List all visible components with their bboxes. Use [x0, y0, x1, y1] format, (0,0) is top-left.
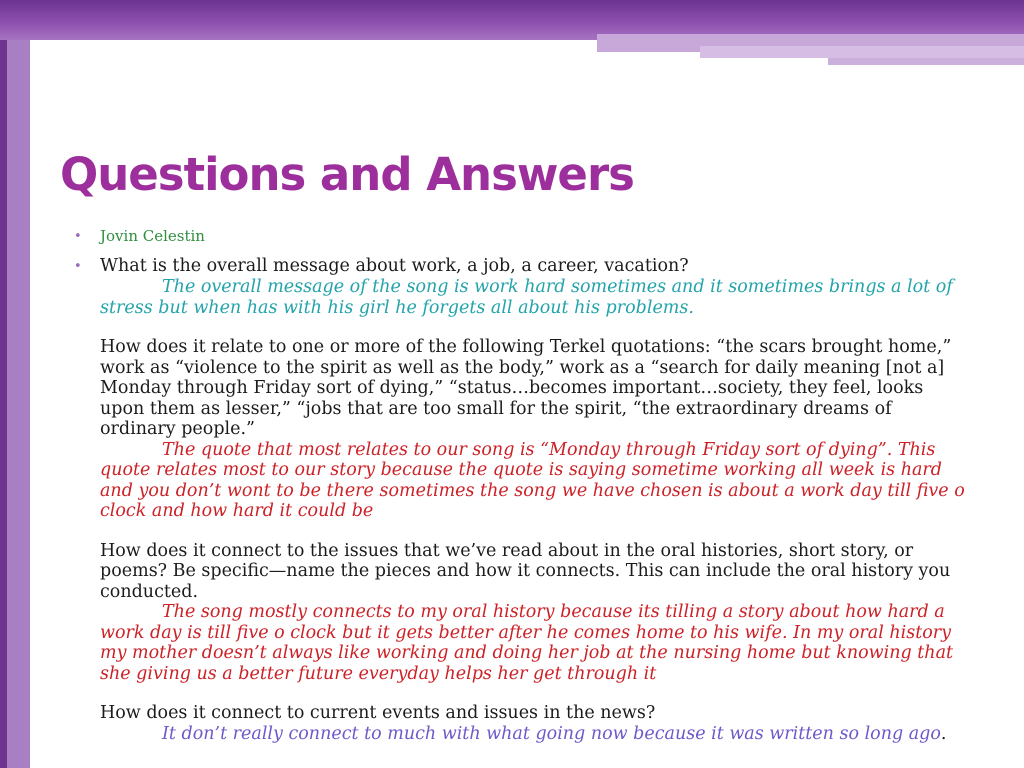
question-1-line	[74, 255, 968, 277]
question-3-text: How does it connect to the issues that we’ve read about in the oral histories, short story, or poems? Be specific—name the pieces and how it connects. This can include the oral history you conducted.	[100, 540, 951, 602]
answer-2-text: The quote that most relates to our song is “Monday through Friday sort of dying”. This quote relates most to our story because the quote is saying sometime working all week is hard and you don’t wont to be there sometimes the song we have chosen is about a work day till five o clock and how hard it could be	[100, 439, 965, 521]
slide-title: Questions and Answers	[60, 148, 634, 201]
top-overlay-stripe-2	[700, 46, 1024, 58]
answer-3-text: The song mostly connects to my oral history because its tilling a story about how hard a work day is till five o clock but it gets better after he comes home to his wife. In my oral history my mother doesn’t always like working and doing her job at the nursing home but knowing that she giving us a better future everyday helps her get through it	[100, 602, 954, 684]
bullet-icon: •	[74, 229, 82, 244]
question-2-text: How does it relate to one or more of the following Terkel quotations: “the scars brought home,” work as “violence to the spirit as well as the body,” work as a “search for daily meaning [not a] Monday through Friday sort of dying,” “status…becomes important…society, they feel, looks upon them as lesser,” “jobs that are too small for the spirit, “the extraordinary dreams of ordinary people.”	[100, 337, 952, 439]
slide-content	[74, 226, 968, 744]
answer-4-line	[100, 724, 968, 745]
answer-4-period: .	[940, 723, 947, 744]
top-overlay-stripe-3	[828, 58, 1024, 65]
author-line	[74, 226, 968, 247]
question-4-text: How does it connect to current events and issues in the news?	[100, 703, 656, 723]
author-name: Jovin Celestin	[100, 227, 205, 245]
bullet-icon: •	[74, 258, 82, 274]
answer-1-text: The overall message of the song is work hard sometimes and it sometimes brings a lot of stress but when has with his girl he forgets all about his problems.	[100, 277, 953, 318]
left-decorative-bar	[0, 40, 30, 768]
question-1-text: What is the overall message about work, a job, a career, vacation?	[100, 255, 689, 276]
answer-4-text: It don’t really connect to much with what going now because it was written so long ago	[162, 723, 941, 744]
